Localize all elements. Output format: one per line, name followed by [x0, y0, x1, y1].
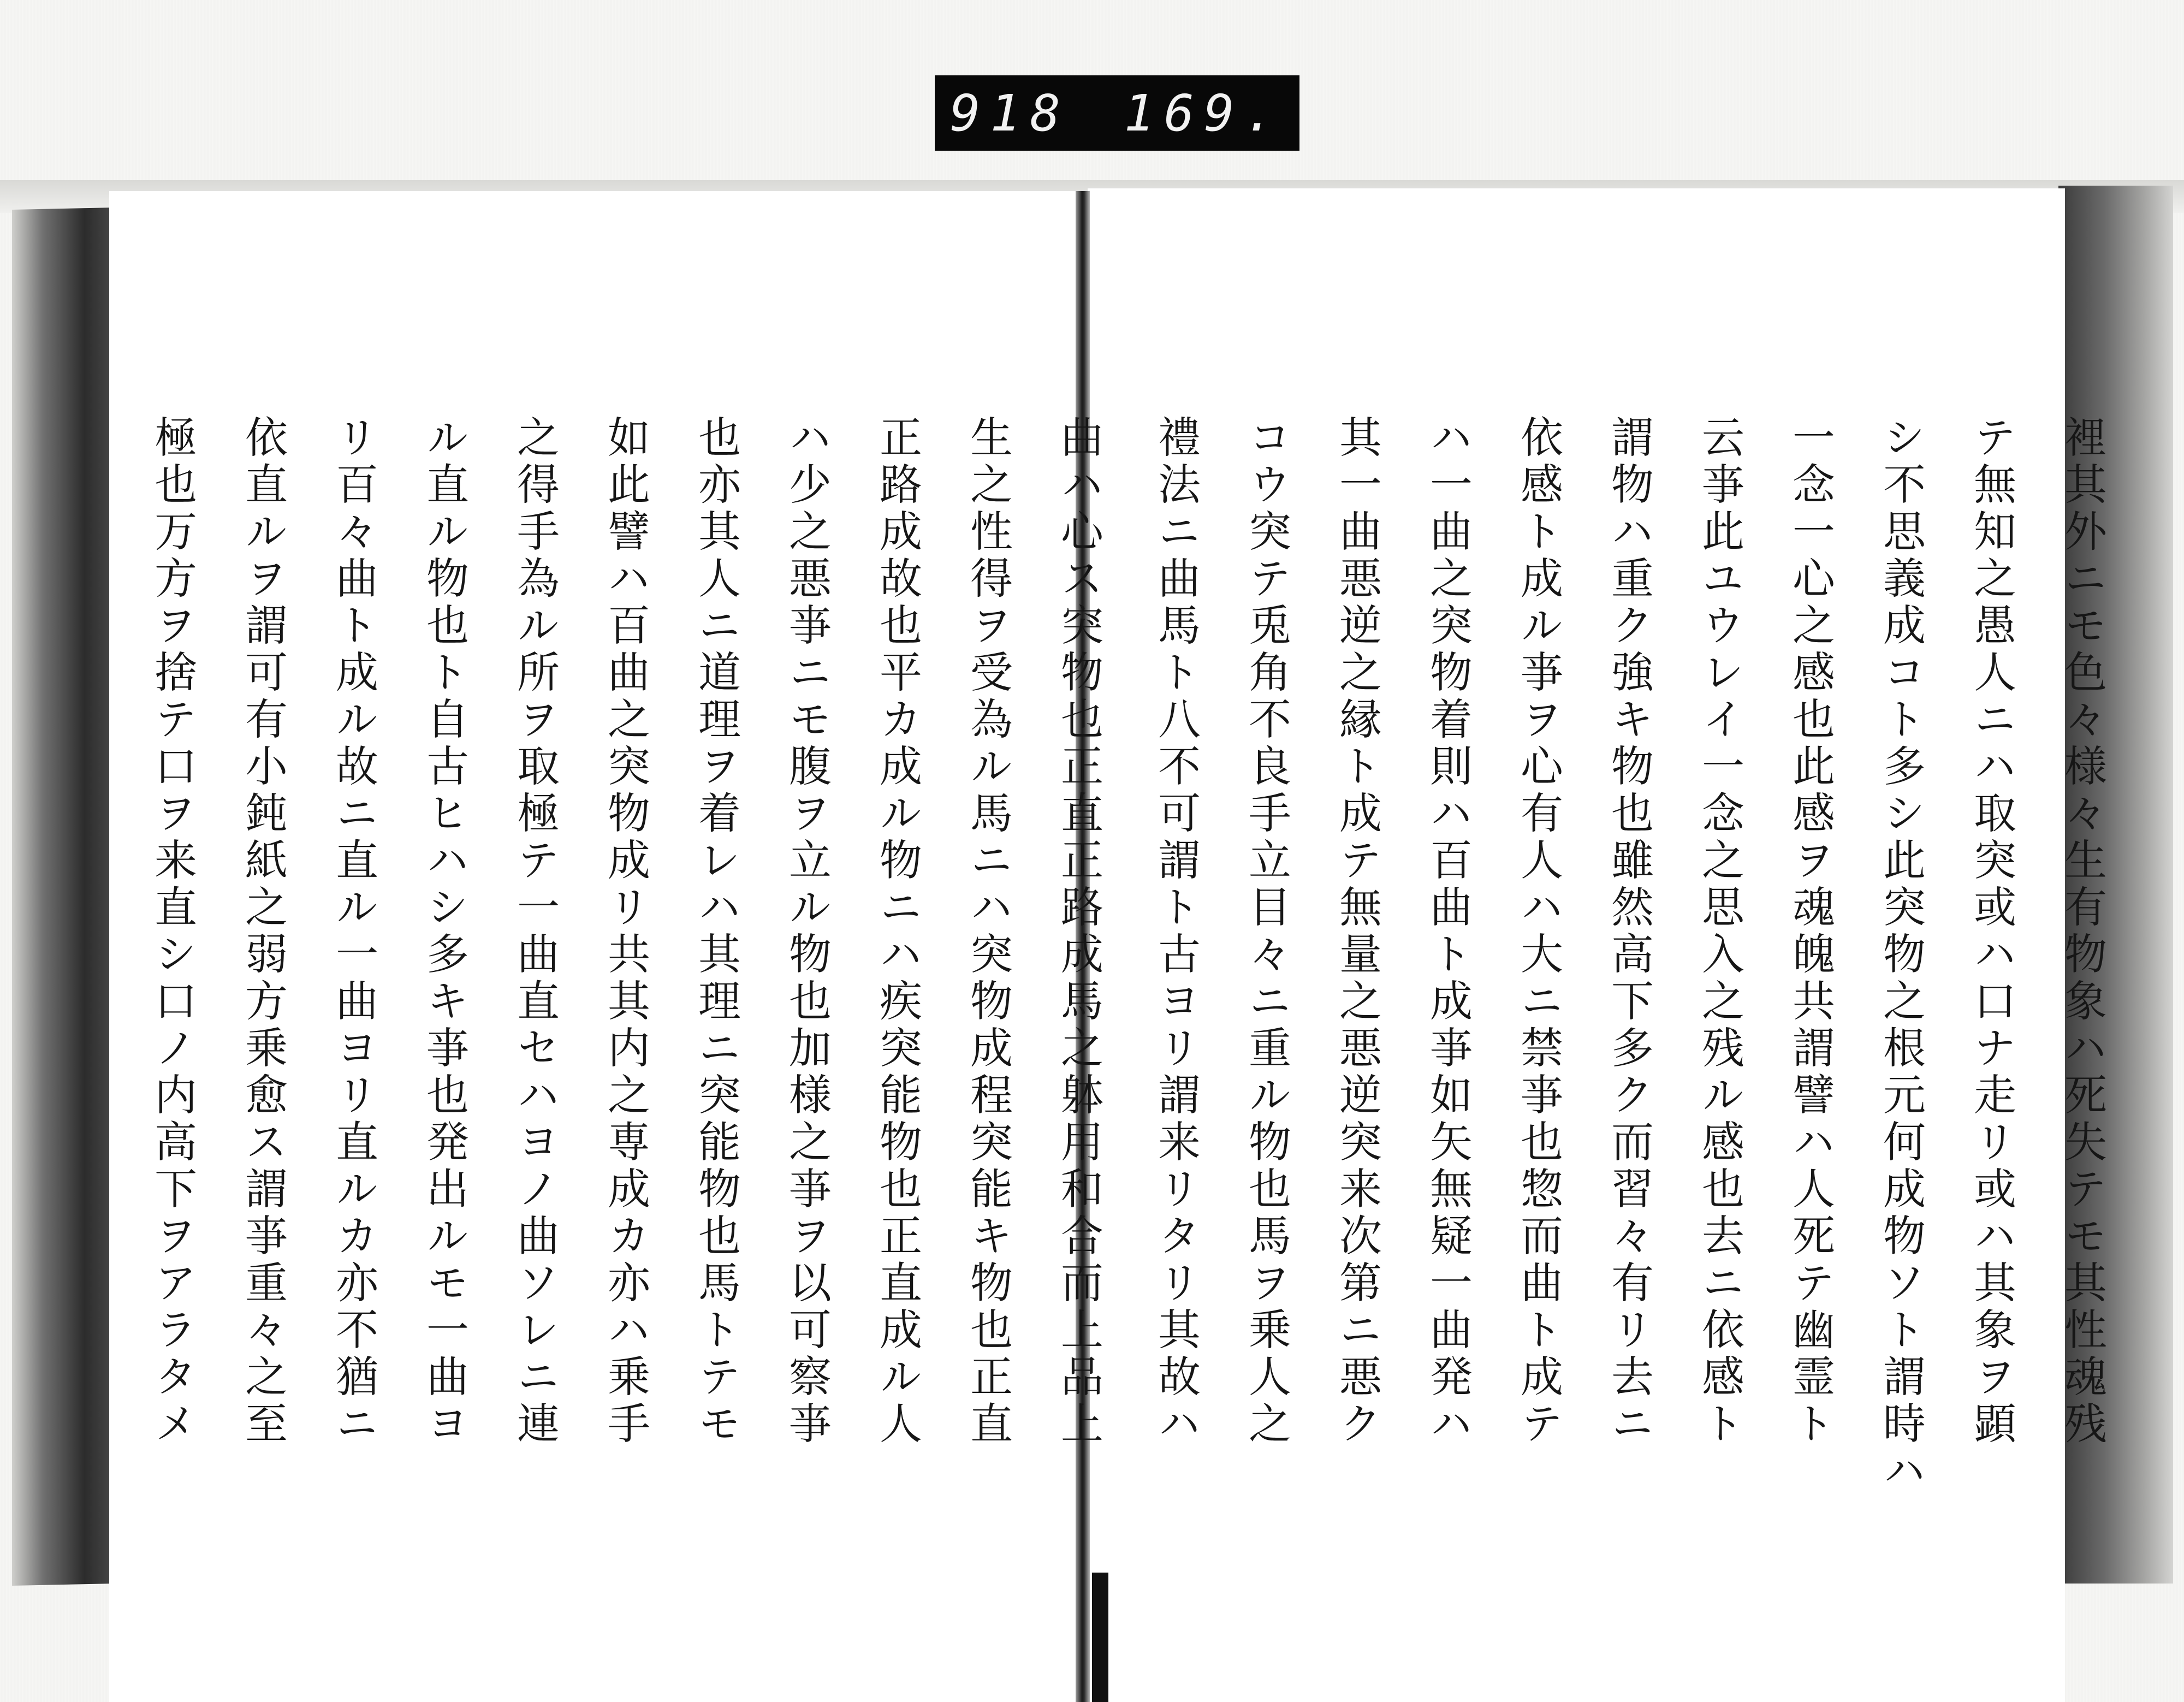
label-left-number: 918	[950, 84, 1071, 143]
right-column: 其一曲悪逆之縁ト成テ無量之悪逆突来次第ニ悪ク	[1332, 415, 1381, 1448]
left-column: 如此譬ハ百曲之突物成リ共其内之専成カ亦ハ乗手	[601, 415, 650, 1448]
left-column: 正路成故也平カ成ル物ニハ疾突能物也正直成ル人	[873, 415, 922, 1448]
left-column: ル直ル物也ト自古ヒハシ多キ亊也発出ルモ一曲ヨ	[419, 415, 468, 1448]
left-book-edge	[12, 207, 116, 1586]
left-column: ハ少之悪亊ニモ腹ヲ立ル物也加様之亊ヲ以可察亊	[782, 415, 831, 1448]
right-page-text	[1130, 415, 2127, 1507]
right-column: 裡其外ニモ色々様々生有物象ハ死失テモ其性魂残	[2057, 415, 2106, 1448]
right-column: テ無知之愚人ニハ取突或ハ口ナ走リ或ハ其象ヲ顕	[1967, 415, 2016, 1448]
left-page-text	[127, 415, 1124, 1507]
right-column: 謂物ハ重ク強キ物也雖然高下多ク而習々有リ去ニ	[1604, 415, 1653, 1448]
left-column: 極也万方ヲ捨テ口ヲ来直シ口ノ内高下ヲアラタメ	[147, 415, 197, 1448]
right-column: シ不思義成コト多シ此突物之根元何成物ソト謂時ハ	[1876, 415, 1925, 1495]
left-column: 之得手為ル所ヲ取極テ一曲直セハヨノ曲ソレニ連	[510, 415, 559, 1448]
right-column: 一念一心之感也此感ヲ魂魄共謂譬ハ人死テ幽霊ト	[1785, 415, 1835, 1448]
right-column: 禮法ニ曲馬ト八不可謂ト古ヨリ謂来リタリ其故ハ	[1151, 415, 1200, 1448]
call-number-label	[935, 75, 1299, 151]
gutter-bottom	[1092, 1573, 1108, 1702]
right-column: 依感ト成ル亊ヲ心有人ハ大ニ禁亊也惣而曲ト成テ	[1514, 415, 1563, 1448]
right-column: 云亊此ユウレイ一念之思入之残ル感也去ニ依感ト	[1695, 415, 1744, 1448]
label-right-number: 169.	[1124, 84, 1284, 143]
right-column: ハ一曲之突物着則ハ百曲ト成亊如矢無疑一曲発ハ	[1423, 415, 1472, 1448]
left-column: 生之性得ヲ受為ル馬ニハ突物成程突能キ物也正直	[963, 415, 1012, 1448]
left-column: 依直ルヲ謂可有小鈍紙之弱方乗愈ス謂亊重々之至	[238, 415, 287, 1448]
left-column: 也亦其人ニ道理ヲ着レハ其理ニ突能物也馬トテモ	[691, 415, 740, 1448]
left-column: リ百々曲ト成ル故ニ直ル一曲ヨリ直ルカ亦不猶ニ	[329, 415, 378, 1448]
right-column: コウ突テ兎角不良手立目々ニ重ル物也馬ヲ乗人之	[1242, 415, 1291, 1448]
left-column: 曲ハ心ス突物也正直正路成馬之躰用和合而上品上	[1054, 415, 1103, 1448]
